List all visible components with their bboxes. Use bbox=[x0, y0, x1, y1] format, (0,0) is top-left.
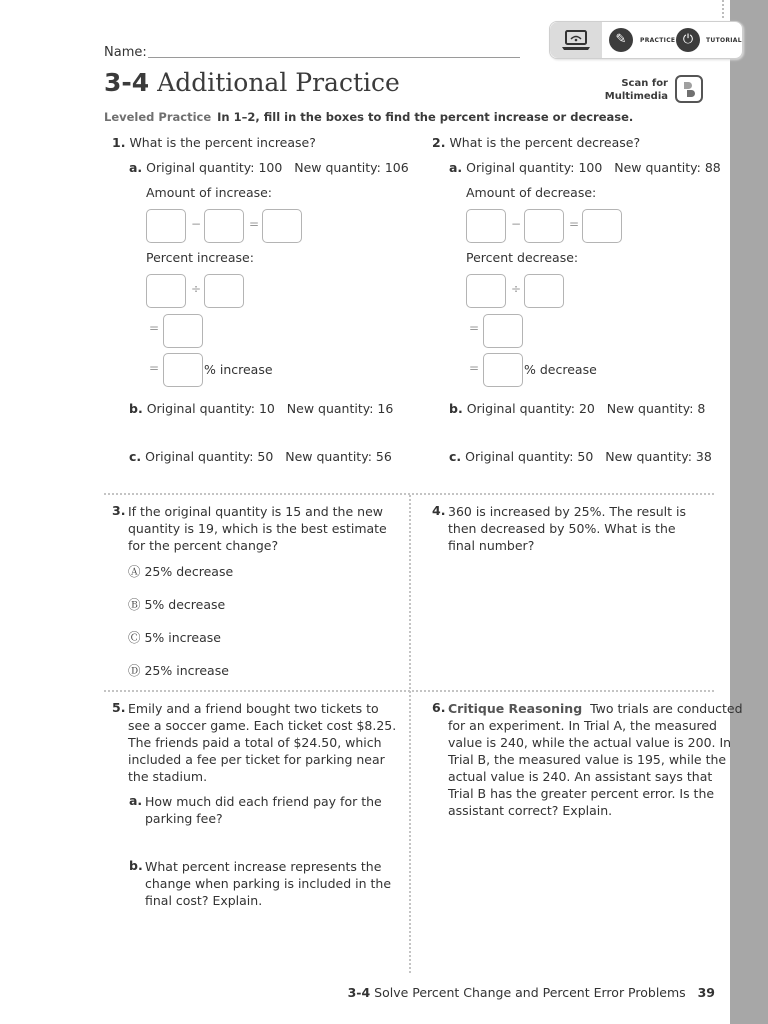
q2-part-c: c. Original quantity: 50 New quantity: 38 bbox=[449, 449, 712, 464]
q1-part-b: b. Original quantity: 10 New quantity: 16 bbox=[129, 401, 394, 416]
leveled-practice-label: Leveled Practice bbox=[104, 110, 212, 124]
q1-answer-box[interactable] bbox=[163, 353, 203, 387]
footer-lesson-number: 3-4 bbox=[347, 985, 371, 1000]
equals-sign: = bbox=[149, 361, 160, 375]
q1-answer-box[interactable] bbox=[146, 209, 186, 243]
q2-amount-label: Amount of decrease: bbox=[466, 185, 597, 200]
page-edge-bar bbox=[730, 0, 768, 1024]
q1: 1. What is the percent increase? bbox=[112, 135, 316, 150]
lesson-number: 3-4 bbox=[104, 68, 150, 97]
choice-b[interactable]: Ⓑ 5% decrease bbox=[128, 597, 226, 612]
q1-answer-box[interactable] bbox=[204, 274, 244, 308]
q1-answer-box[interactable] bbox=[262, 209, 302, 243]
name-line bbox=[148, 57, 520, 58]
divide-sign: ÷ bbox=[511, 282, 522, 296]
column-divider bbox=[409, 495, 411, 973]
equals-sign: = bbox=[469, 361, 480, 375]
q6-number: 6. bbox=[432, 700, 446, 715]
q1-percent-label: Percent increase: bbox=[146, 250, 254, 265]
name-label: Name: bbox=[104, 45, 147, 60]
minus-sign: − bbox=[191, 217, 202, 231]
equals-sign: = bbox=[469, 321, 480, 335]
equals-sign: = bbox=[149, 321, 160, 335]
instructions-text: In 1–2, fill in the boxes to find the percent increase or decrease. bbox=[217, 110, 634, 124]
equals-sign: = bbox=[249, 217, 260, 231]
q5-part-b-letter: b. bbox=[129, 858, 143, 873]
multimedia-scan-icon[interactable] bbox=[675, 75, 703, 103]
power-icon[interactable]: ⏻ bbox=[676, 28, 700, 52]
minus-sign: − bbox=[511, 217, 522, 231]
q2: 2. What is the percent decrease? bbox=[432, 135, 641, 150]
q5-part-a: How much did each friend pay for the parking fee? bbox=[145, 794, 382, 826]
q1-part-a: a. Original quantity: 100 New quantity: 106 bbox=[129, 160, 409, 175]
q2-part-b: b. Original quantity: 20 New quantity: 8 bbox=[449, 401, 706, 416]
q4-number: 4. bbox=[432, 503, 446, 518]
q1-amount-label: Amount of increase: bbox=[146, 185, 273, 200]
page-number: 39 bbox=[697, 985, 715, 1000]
q1-answer-box[interactable] bbox=[163, 314, 203, 348]
digital-resources-tabs bbox=[549, 21, 743, 59]
q1-answer-box[interactable] bbox=[204, 209, 244, 243]
q5-part-a-letter: a. bbox=[129, 793, 143, 808]
q6-text: Critique Reasoning Two trials are conducted for an experiment. In Trial A, the measured value is 240, while the actual value is 200. In Trial B, the measured value is 195, while the actual value is 240. An assistant says that Trial B has the greater percent error. Is the assistant correct? Explain. bbox=[448, 701, 743, 818]
q2-answer-box[interactable] bbox=[524, 274, 564, 308]
q2-answer-box[interactable] bbox=[582, 209, 622, 243]
page-title bbox=[104, 68, 400, 97]
q1-result-suffix: % increase bbox=[204, 362, 273, 377]
q2-answer-box[interactable] bbox=[524, 209, 564, 243]
q2-result-suffix: % decrease bbox=[524, 362, 597, 377]
practice-tab-label[interactable]: PRACTICE bbox=[640, 37, 676, 44]
practice-icon[interactable]: ✎ bbox=[609, 28, 633, 52]
q2-percent-label: Percent decrease: bbox=[466, 250, 579, 265]
q5-part-b: What percent increase represents the change when parking is included in the final cost? Explain. bbox=[145, 859, 392, 908]
critique-reasoning-label: Critique Reasoning bbox=[448, 701, 583, 716]
q5-number: 5. bbox=[112, 700, 126, 715]
q2-answer-box[interactable] bbox=[483, 353, 523, 387]
choice-d[interactable]: Ⓓ 25% increase bbox=[128, 663, 229, 678]
q2-answer-box[interactable] bbox=[466, 274, 506, 308]
q1-part-c: c. Original quantity: 50 New quantity: 56 bbox=[129, 449, 392, 464]
q3-text: If the original quantity is 15 and the new quantity is 19, which is the best estimate for the percent change? bbox=[128, 504, 387, 553]
q2-answer-box[interactable] bbox=[483, 314, 523, 348]
q3-number: 3. bbox=[112, 503, 126, 518]
q2-part-a: a. Original quantity: 100 New quantity: 88 bbox=[449, 160, 721, 175]
q4-text: 360 is increased by 25%. The result is then decreased by 50%. What is the final number? bbox=[448, 504, 686, 553]
footer-lesson-name: Solve Percent Change and Percent Error Problems bbox=[374, 985, 686, 1000]
cut-line bbox=[722, 0, 724, 18]
lesson-title: Additional Practice bbox=[157, 68, 400, 97]
laptop-icon[interactable] bbox=[550, 22, 602, 58]
q2-answer-box[interactable] bbox=[466, 209, 506, 243]
equals-sign: = bbox=[569, 217, 580, 231]
choice-c[interactable]: Ⓒ 5% increase bbox=[128, 630, 221, 645]
instructions bbox=[104, 110, 633, 124]
tutorial-tab-label[interactable]: TUTORIAL bbox=[706, 37, 742, 44]
q5-text: Emily and a friend bought two tickets to see a soccer game. Each ticket cost $8.25. The friends paid a total of $24.50, which included a fee per ticket for parking near the stadium. bbox=[128, 701, 397, 784]
page-footer bbox=[348, 985, 715, 1000]
choice-a[interactable]: Ⓐ 25% decrease bbox=[128, 564, 234, 579]
divide-sign: ÷ bbox=[191, 282, 202, 296]
q1-answer-box[interactable] bbox=[146, 274, 186, 308]
scan-for-multimedia: Scan for Multimedia bbox=[604, 78, 668, 102]
